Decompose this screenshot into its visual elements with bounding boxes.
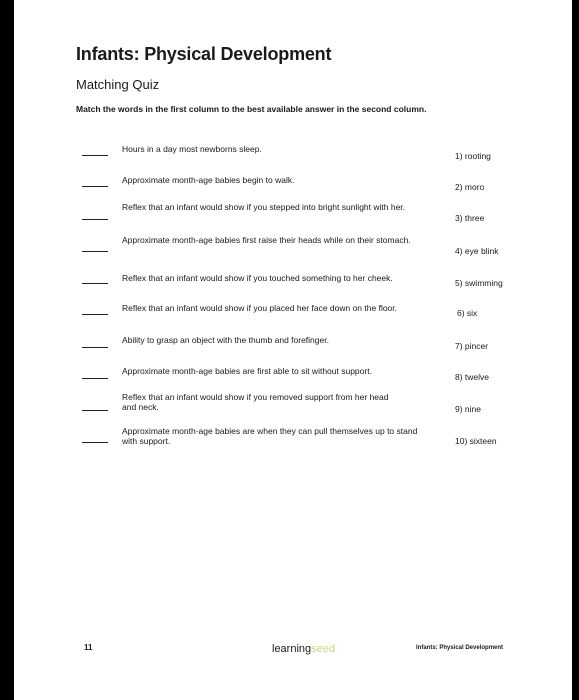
- answer-blank-1[interactable]: [82, 155, 108, 156]
- footer-document-title: Infants: Physical Development: [416, 645, 504, 651]
- question-6: Reflex that an infant would show if you placed her face down on the floor.: [122, 303, 398, 313]
- answer-blank-3[interactable]: [82, 219, 108, 220]
- answer-option-5: 5) swimming: [455, 278, 503, 288]
- answer-option-8: 8) twelve: [455, 372, 490, 382]
- logo-learning-text: learning: [272, 643, 312, 655]
- page-subtitle: Matching Quiz: [76, 77, 160, 92]
- question-5: Reflex that an infant would show if you touched something to her cheek.: [122, 273, 393, 283]
- answer-blank-5[interactable]: [82, 283, 108, 284]
- answer-blank-6[interactable]: [82, 314, 108, 315]
- question-9: Reflex that an infant would show if you removed support from her head and neck.: [122, 392, 389, 412]
- answer-option-3: 3) three: [455, 213, 485, 223]
- question-4: Approximate month-age babies first raise their heads while on their stomach.: [122, 235, 411, 245]
- answer-blank-10[interactable]: [82, 442, 108, 443]
- learningseed-logo: [272, 643, 335, 655]
- question-10: Approximate month-age babies are when they can pull themselves up to stand with support.: [122, 426, 418, 446]
- answer-option-4: 4) eye blink: [455, 246, 499, 256]
- page-number: 11: [84, 643, 93, 652]
- question-1: Hours in a day most newborns sleep.: [122, 144, 262, 154]
- answer-option-9: 9) nine: [455, 404, 481, 414]
- question-2: Approximate month-age babies begin to walk.: [122, 175, 295, 185]
- answer-option-10: 10) sixteen: [455, 436, 497, 446]
- worksheet-page: [14, 0, 572, 700]
- answer-option-7: 7) pincer: [455, 341, 489, 351]
- answer-option-1: 1) rooting: [455, 151, 491, 161]
- instructions-text: Match the words in the first column to the best available answer in the second column.: [76, 104, 427, 114]
- answer-option-6: 6) six: [457, 308, 478, 318]
- question-8: Approximate month-age babies are first able to sit without support.: [122, 366, 372, 376]
- answer-blank-7[interactable]: [82, 347, 108, 348]
- page-title: Infants: Physical Development: [76, 44, 332, 64]
- question-7: Ability to grasp an object with the thumb and forefinger.: [122, 335, 329, 345]
- logo-seed-text: seed: [311, 643, 335, 655]
- answer-option-2: 2) moro: [455, 182, 485, 192]
- answer-blank-2[interactable]: [82, 186, 108, 187]
- answer-blank-8[interactable]: [82, 378, 108, 379]
- answer-blank-9[interactable]: [82, 410, 108, 411]
- answer-blank-4[interactable]: [82, 251, 108, 252]
- question-3: Reflex that an infant would show if you stepped into bright sunlight with her.: [122, 202, 406, 212]
